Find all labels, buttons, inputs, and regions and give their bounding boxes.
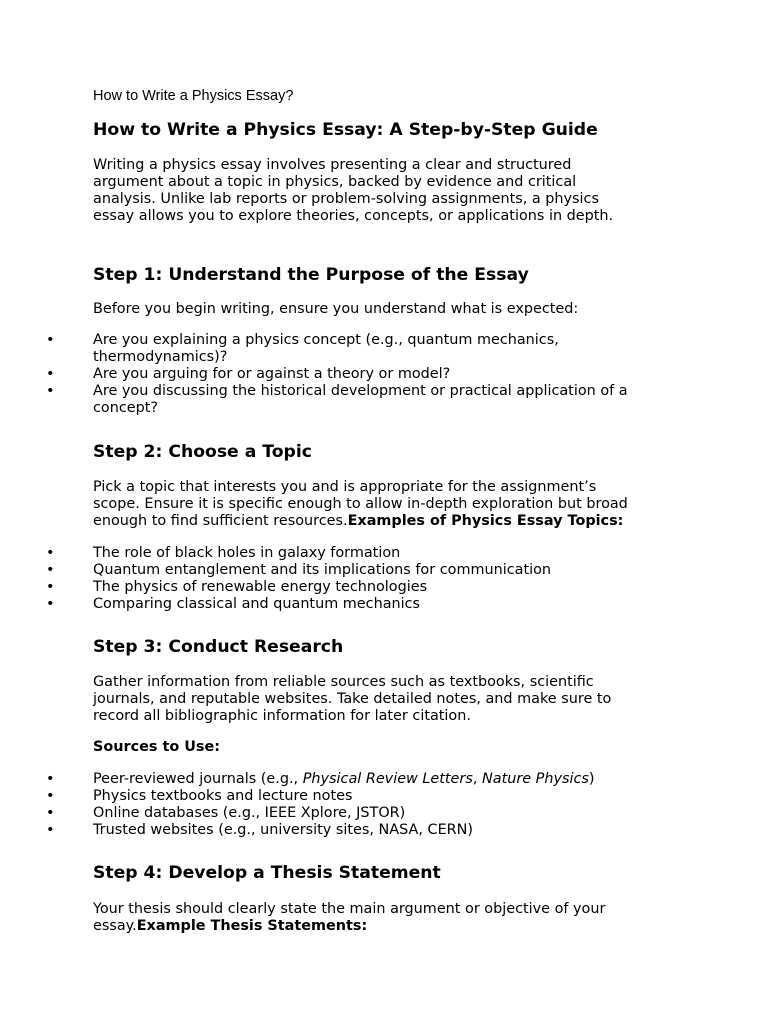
- document-title: How to Write a Physics Essay?: [93, 88, 294, 104]
- journal-name: Nature Physics: [481, 771, 589, 787]
- bullet-icon: •: [46, 332, 55, 348]
- bullet-icon: •: [46, 822, 55, 838]
- bullet-icon: •: [46, 788, 55, 804]
- list-item-suffix: ): [588, 771, 595, 787]
- step3-paragraph: [93, 674, 693, 725]
- intro-line: analysis. Unlike lab reports or problem-solving assignments, a physics: [93, 191, 599, 207]
- bullet-icon: •: [46, 562, 55, 578]
- step2-paragraph: [93, 479, 693, 530]
- main-heading: How to Write a Physics Essay: A Step-by-Step Guide: [93, 120, 598, 140]
- list-item: [0, 579, 700, 596]
- list-item: [0, 771, 700, 788]
- list-item: [0, 545, 700, 562]
- paragraph-line: Your thesis should clearly state the main argument or objective of your: [93, 901, 606, 917]
- list-item-text: concept?: [93, 400, 159, 416]
- bullet-icon: •: [46, 579, 55, 595]
- list-item: [0, 805, 700, 822]
- list-item-prefix: Peer-reviewed journals (e.g.,: [93, 771, 303, 787]
- list-item-text: Are you explaining a physics concept (e.g., quantum mechanics,: [93, 332, 559, 348]
- bullet-icon: •: [46, 383, 55, 399]
- intro-line: argument about a topic in physics, backed by evidence and critical: [93, 174, 577, 190]
- list-item-text: Comparing classical and quantum mechanics: [93, 596, 421, 612]
- list-item-text: thermodynamics)?: [93, 349, 228, 365]
- paragraph-text: essay.: [93, 918, 137, 934]
- list-item-text: The role of black holes in galaxy formation: [93, 545, 401, 561]
- step1-paragraph: Before you begin writing, ensure you understand what is expected:: [93, 301, 579, 317]
- bullet-icon: •: [46, 545, 55, 561]
- step1-list: [0, 332, 700, 417]
- step4-heading: Step 4: Develop a Thesis Statement: [93, 863, 441, 883]
- list-item: [0, 366, 700, 383]
- list-item-text: Physics textbooks and lecture notes: [93, 788, 353, 804]
- bullet-icon: •: [46, 596, 55, 612]
- step1-heading: Step 1: Understand the Purpose of the Essay: [93, 265, 529, 285]
- list-item-text: [93, 771, 700, 788]
- list-item-text: Quantum entanglement and its implications for communication: [93, 562, 552, 578]
- list-item-text: The physics of renewable energy technologies: [93, 579, 428, 595]
- list-item: [0, 332, 700, 366]
- step3-list: [0, 771, 700, 839]
- list-item: [0, 383, 700, 417]
- bullet-icon: •: [46, 805, 55, 821]
- list-item: [0, 788, 700, 805]
- intro-line: essay allows you to explore theories, concepts, or applications in depth.: [93, 208, 614, 224]
- list-item: [0, 596, 700, 613]
- paragraph-line: journals, and reputable websites. Take detailed notes, and make sure to: [93, 691, 612, 707]
- paragraph-text: enough to find sufficient resources.: [93, 513, 348, 529]
- step3-heading: Step 3: Conduct Research: [93, 637, 344, 657]
- paragraph-line: Pick a topic that interests you and is appropriate for the assignment’s: [93, 479, 597, 495]
- examples-label: Example Thesis Statements:: [136, 918, 368, 934]
- list-item-text: Online databases (e.g., IEEE Xplore, JSTOR): [93, 805, 406, 821]
- list-item-text: Trusted websites (e.g., university sites, NASA, CERN): [93, 822, 474, 838]
- examples-label: Examples of Physics Essay Topics:: [347, 513, 624, 529]
- step4-paragraph: [93, 901, 693, 935]
- paragraph-line: Gather information from reliable sources such as textbooks, scientific: [93, 674, 594, 690]
- paragraph-line: [93, 918, 693, 935]
- list-item-text: Are you discussing the historical development or practical application of a: [93, 383, 628, 399]
- intro-line: Writing a physics essay involves presenting a clear and structured: [93, 157, 572, 173]
- paragraph-line: record all bibliographic information for later citation.: [93, 708, 471, 724]
- list-item: [0, 822, 700, 839]
- sources-label: Sources to Use:: [93, 739, 221, 755]
- separator: ,: [472, 771, 482, 787]
- list-item: [0, 562, 700, 579]
- journal-name: Physical Review Letters: [302, 771, 473, 787]
- paragraph-line: scope. Ensure it is specific enough to allow in-depth exploration but broad: [93, 496, 628, 512]
- bullet-icon: •: [46, 366, 55, 382]
- step2-heading: Step 2: Choose a Topic: [93, 442, 312, 462]
- step2-list: [0, 545, 700, 613]
- bullet-icon: •: [46, 771, 55, 787]
- intro-paragraph: [93, 157, 693, 225]
- paragraph-line: [93, 513, 693, 530]
- list-item-text: Are you arguing for or against a theory or model?: [93, 366, 451, 382]
